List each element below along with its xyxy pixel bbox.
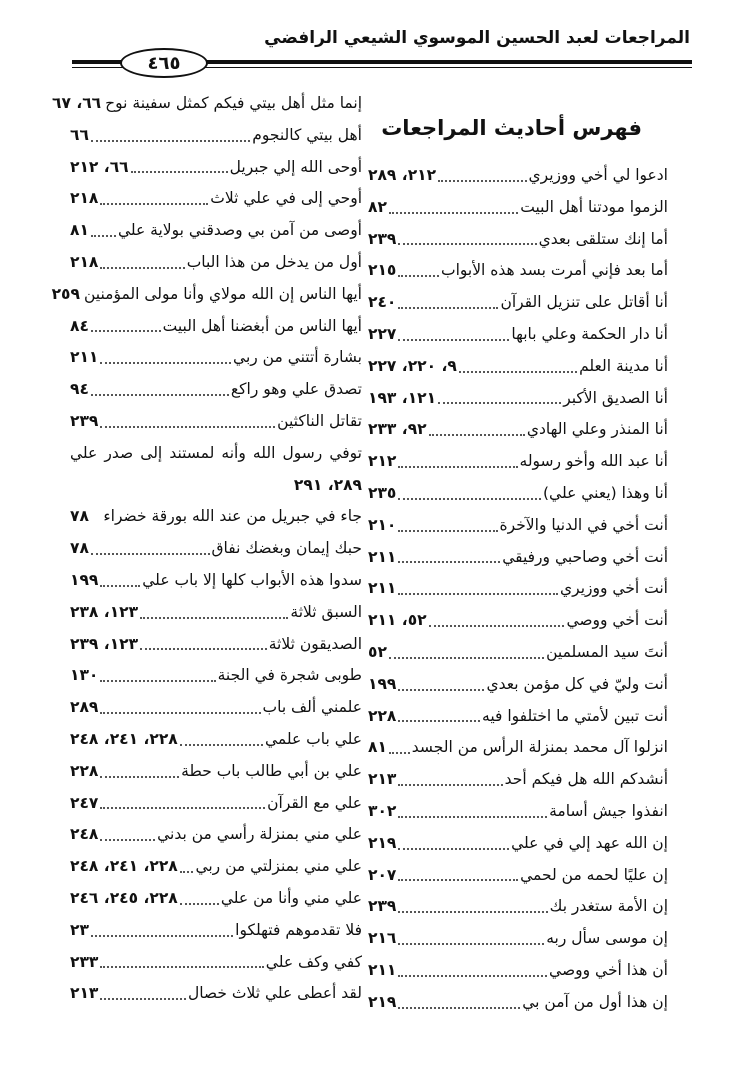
entry-text: انفذوا جيش أسامة [549, 801, 668, 820]
dot-leader [91, 543, 210, 555]
dot-leader [140, 638, 267, 650]
entry-text: أنا الصديق الأكبر [563, 388, 668, 407]
entry-text: فلا تقدموهم فتهلكوا [235, 920, 362, 939]
entry-text: علي مني بمنزلة رأسي من بدني [157, 825, 362, 844]
entry-text: إن هذا أول من آمن بي [522, 992, 668, 1011]
index-entry [70, 311, 362, 343]
dot-leader [398, 710, 480, 722]
dot-leader [429, 424, 525, 436]
index-entry [70, 438, 362, 502]
dot-leader [398, 265, 439, 277]
entry-pages: ١٢١، ١٩٣ [368, 388, 437, 407]
entry-text: إن الأمة ستغدر بك [549, 897, 668, 916]
entry-text: أنت وليّ في كل مؤمن بعدي [486, 674, 668, 693]
entry-text: أنا دار الحكمة وعلي بابها [511, 324, 668, 343]
dot-leader [100, 797, 265, 809]
dot-leader [100, 352, 231, 364]
index-entry [368, 764, 668, 796]
entry-text: أنا أقاتل على تنزيل القرآن [500, 293, 668, 312]
index-entry [368, 319, 668, 351]
index-entry [70, 724, 362, 756]
entry-text: لقد أعطى علي ثلاث خصال [187, 984, 362, 1003]
dot-leader [398, 933, 544, 945]
index-entry [368, 860, 668, 892]
entry-pages: ٧٨ [70, 539, 89, 558]
entry-pages: ٢١٦ [368, 929, 397, 948]
index-entry [51, 279, 362, 311]
entry-pages: ٦٦، ٢١٢ [70, 157, 129, 176]
entry-pages: ٩، ٢٢٠، ٢٢٧ [368, 356, 457, 375]
entry-pages: ٢١١ [70, 348, 99, 367]
entry-pages: ٢٤٨ [70, 825, 99, 844]
index-entry [368, 255, 668, 287]
entry-text: الزموا مودتنا أهل البيت [520, 197, 668, 216]
dot-leader [100, 416, 275, 428]
index-entry [70, 406, 362, 438]
entry-text: علي مني بمنزلتي من ربي [195, 857, 362, 876]
entry-pages: ٢٣٩ [70, 411, 99, 430]
running-header-title: المراجعات لعبد الحسين الموسوي الشيعي الرافضي [264, 28, 690, 48]
dot-leader [100, 257, 184, 269]
index-entry [70, 629, 362, 661]
index-entry [70, 851, 362, 883]
dot-leader [398, 551, 500, 563]
entry-text: كفي وكف علي [265, 952, 362, 971]
entry-text: انزلوا آل محمد بمنزلة الرأس من الجسد [411, 738, 668, 757]
index-entry [368, 351, 668, 383]
dot-leader [140, 607, 288, 619]
dot-leader [100, 702, 260, 714]
index-entry [368, 573, 668, 605]
entry-pages: ٢٢٨ [368, 706, 397, 725]
entry-pages: ٢١١ [368, 547, 397, 566]
dot-leader [398, 838, 509, 850]
entry-pages: ٢٨٩، ٢٩١ [293, 475, 362, 494]
index-entry [368, 542, 668, 574]
entry-pages: ٨٤ [70, 316, 89, 335]
dot-leader [398, 806, 547, 818]
entry-pages: ٢١٨ [70, 189, 99, 208]
entry-text: أنا مدينة العلم [579, 356, 668, 375]
index-entry [70, 915, 362, 947]
index-entry [368, 669, 668, 701]
entry-pages: ١٩٩ [70, 570, 99, 589]
index-entry [368, 891, 668, 923]
entry-pages: ١٩٩ [368, 674, 397, 693]
entry-text: علي مني وأنا من علي [220, 888, 362, 907]
entry-pages: ٢١٣ [368, 770, 397, 789]
entry-text: أما إنك ستلقى بعدي [538, 229, 668, 248]
entry-pages: ٢٢٨، ٢٤٥، ٢٤٦ [70, 888, 178, 907]
entry-pages: ٢١١ [368, 960, 397, 979]
entry-text: أما بعد فإني أمرت بسد هذه الأبواب [440, 261, 668, 280]
dot-leader [389, 202, 518, 214]
entry-pages: ١٣٠ [70, 666, 99, 685]
dot-leader [389, 742, 410, 754]
dot-leader [398, 901, 547, 913]
entry-text: علي مع القرآن [267, 793, 362, 812]
entry-text: حبك إيمان وبغضك نفاق [211, 539, 362, 558]
entry-pages: ٢١٢ [368, 452, 397, 471]
entry-pages: ٢٠٧ [368, 865, 397, 884]
entry-text: أهل بيتي كالنجوم [252, 125, 362, 144]
dot-leader [91, 384, 229, 396]
index-entry [368, 732, 668, 764]
entry-pages: ٨١ [70, 221, 89, 240]
dot-leader [100, 956, 263, 968]
entry-pages: ٥٢، ٢١١ [368, 611, 427, 630]
entry-pages: ٣٠٢ [368, 801, 397, 820]
entry-text: أول من يدخل من هذا الباب [186, 252, 362, 271]
dot-leader [398, 329, 509, 341]
index-entry [70, 692, 362, 724]
index-entry [70, 215, 362, 247]
index-entry [368, 796, 668, 828]
entry-pages: ٢١٩ [368, 833, 397, 852]
entry-text: الصديقون ثلاثة [268, 634, 362, 653]
dot-leader [100, 193, 208, 205]
entry-pages: ٦٦، ٦٧ [52, 94, 102, 112]
left-index-column [51, 88, 362, 1010]
dot-leader [398, 774, 502, 786]
index-entry [52, 88, 362, 120]
index-entry [368, 510, 668, 542]
entry-text: أيها الناس إن الله مولاي وأنا مولى المؤمنين [83, 284, 362, 303]
index-entry [70, 120, 362, 152]
index-entry [70, 978, 362, 1010]
entry-text: أنا المنذر وعلي الهادي [526, 420, 668, 439]
index-entry [368, 446, 668, 478]
entry-text: إن الله عهد إلي في علي [511, 833, 668, 852]
dot-leader [438, 392, 561, 404]
entry-text: طوبى شجرة في الجنة [217, 666, 362, 685]
index-entry [368, 923, 668, 955]
entry-text: أوحي إلى في علي ثلاث [210, 189, 362, 208]
index-entry [368, 605, 668, 637]
index-entry [70, 597, 362, 629]
entry-text: أنت تبين لأمتي ما اختلفوا فيه [482, 706, 668, 725]
entry-pages: ٧٨ [70, 507, 89, 526]
entry-text: أنت أخي ووزيري [560, 579, 668, 598]
index-entry [368, 987, 668, 1019]
right-index-column [368, 160, 668, 1019]
entry-text: سدوا هذه الأبواب كلها إلا باب علي [142, 570, 362, 589]
entry-text: بشارة أتتني من ربي [233, 348, 362, 367]
entry-pages: ٢١٩ [368, 992, 397, 1011]
entry-pages: ٢٣٩ [368, 229, 397, 248]
entry-text: أن هذا أخي ووصي [549, 960, 668, 979]
dot-leader [459, 361, 577, 373]
dot-leader [438, 170, 526, 182]
entry-text: أنتَ سيد المسلمين [546, 642, 668, 661]
dot-leader [180, 893, 219, 905]
index-entry [70, 947, 362, 979]
dot-leader [398, 520, 497, 532]
entry-pages: ٢١٨ [70, 252, 99, 271]
entry-pages: ٢٢٨ [70, 761, 99, 780]
entry-pages: ٢١١ [368, 579, 397, 598]
index-entry [368, 287, 668, 319]
entry-pages: ٨٢ [368, 197, 387, 216]
entry-text: علي باب علمي [264, 729, 362, 748]
entry-text: علي بن أبي طالب باب حطة [181, 761, 362, 780]
index-entry [70, 565, 362, 597]
entry-pages: ٩٢، ٢٣٣ [368, 420, 427, 439]
entry-text: تقاتل الناكثين [277, 411, 362, 430]
entry-text: إن عليًا لحمه من لحمي [520, 865, 668, 884]
entry-pages: ٢٤٠ [368, 293, 397, 312]
dot-leader [91, 130, 250, 142]
dot-leader [100, 988, 186, 1000]
index-entry [70, 788, 362, 820]
dot-leader [398, 869, 518, 881]
index-entry [70, 247, 362, 279]
dot-leader [398, 583, 558, 595]
entry-text: ادعوا لي أخي ووزيري [528, 166, 668, 184]
entry-pages: ١٢٣، ٢٣٩ [70, 634, 139, 653]
index-entry [70, 374, 362, 406]
dot-leader [398, 297, 498, 309]
index-entry [368, 828, 668, 860]
index-entry [368, 478, 668, 510]
index-entry [70, 883, 362, 915]
dot-leader [398, 679, 484, 691]
entry-pages: ١٢٣، ٢٣٨ [70, 602, 139, 621]
dot-leader [100, 670, 215, 682]
entry-pages: ٢١٣ [70, 984, 99, 1003]
entry-pages: ٢١٥ [368, 261, 397, 280]
dot-leader [91, 925, 233, 937]
dot-leader [91, 512, 101, 522]
entry-pages: ٢٢٨، ٢٤١، ٢٤٨ [70, 857, 178, 876]
entry-pages: ٢٤٧ [70, 793, 99, 812]
entry-pages: ٦٦ [70, 125, 89, 144]
entry-text: السبق ثلاثة [290, 602, 362, 621]
entry-text: أنا وهذا (يعني علي) [542, 483, 668, 502]
entry-pages: ٥٢ [368, 642, 387, 661]
entry-text: جاء في جبريل من عند الله بورقة خضراء [103, 507, 362, 526]
dot-leader [398, 456, 517, 468]
entry-text: علمني ألف باب [262, 698, 362, 717]
dot-leader [100, 766, 179, 778]
entry-pages: ٢٢٧ [368, 324, 397, 343]
dot-leader [429, 615, 565, 627]
entry-pages: ٢٣٥ [368, 483, 397, 502]
entry-text: أنت أخي وصاحبي ورفيقي [502, 547, 668, 566]
entry-text: إنما مثل أهل بيتي فيكم كمثل سفينة نوح [105, 94, 362, 112]
entry-text: أنت أخي ووصي [566, 611, 668, 630]
dot-leader [389, 647, 544, 659]
dot-leader [100, 575, 140, 587]
entry-pages: ٢٨٩ [70, 698, 99, 717]
index-entry [368, 224, 668, 256]
page-number-text: ٤٦٥ [147, 52, 181, 74]
entry-pages: ٢٢٨، ٢٤١، ٢٤٨ [70, 729, 178, 748]
section-title: فهرس أحاديث المراجعات [381, 116, 642, 140]
dot-leader [398, 233, 536, 245]
index-entry [368, 192, 668, 224]
entry-pages: ٢٣٣ [70, 952, 99, 971]
entry-text: أنت أخي في الدنيا والآخرة [499, 515, 668, 534]
index-entry [368, 160, 668, 192]
index-entry [70, 342, 362, 374]
index-entry [368, 701, 668, 733]
index-entry [70, 183, 362, 215]
dot-leader [180, 861, 194, 873]
index-entry [70, 152, 362, 184]
index-entry [70, 756, 362, 788]
dot-leader [398, 965, 547, 977]
entry-text: توفي رسول الله وأنه لمستند إلى صدر علي [70, 443, 362, 462]
index-entry [368, 383, 668, 415]
entry-text: إن موسى سأل ربه [546, 929, 668, 948]
entry-pages: ٩٤ [70, 380, 89, 399]
entry-pages: ٢٣٩ [368, 897, 397, 916]
entry-text: أنا عبد الله وأخو رسوله [519, 452, 668, 471]
entry-pages: ٨١ [368, 738, 387, 757]
index-entry [70, 660, 362, 692]
dot-leader [180, 734, 263, 746]
index-entry [70, 533, 362, 565]
index-entry [70, 501, 362, 533]
dot-leader [91, 225, 116, 237]
dot-leader [131, 161, 228, 173]
entry-text: أنشدكم الله هل فيكم أحد [504, 770, 668, 789]
entry-pages: ٢١٢، ٢٨٩ [368, 166, 437, 184]
entry-pages: ٢٣ [70, 920, 89, 939]
dot-leader [398, 997, 520, 1009]
index-entry [368, 414, 668, 446]
entry-text: تصدق علي وهو راكع [230, 380, 362, 399]
index-entry [368, 637, 668, 669]
index-entry [368, 955, 668, 987]
entry-text: أوصى من آمن بي وصدقني بولاية علي [117, 221, 362, 240]
entry-pages: ٢٥٩ [51, 284, 80, 303]
page-number [120, 48, 208, 78]
dot-leader [91, 320, 161, 332]
dot-leader [398, 488, 541, 500]
entry-pages: ٢١٠ [368, 515, 397, 534]
dot-leader [100, 829, 155, 841]
entry-text: أوحى الله إلي جبريل [229, 157, 362, 176]
entry-text: أيها الناس من أبغضنا أهل البيت [162, 316, 362, 335]
index-entry [70, 819, 362, 851]
